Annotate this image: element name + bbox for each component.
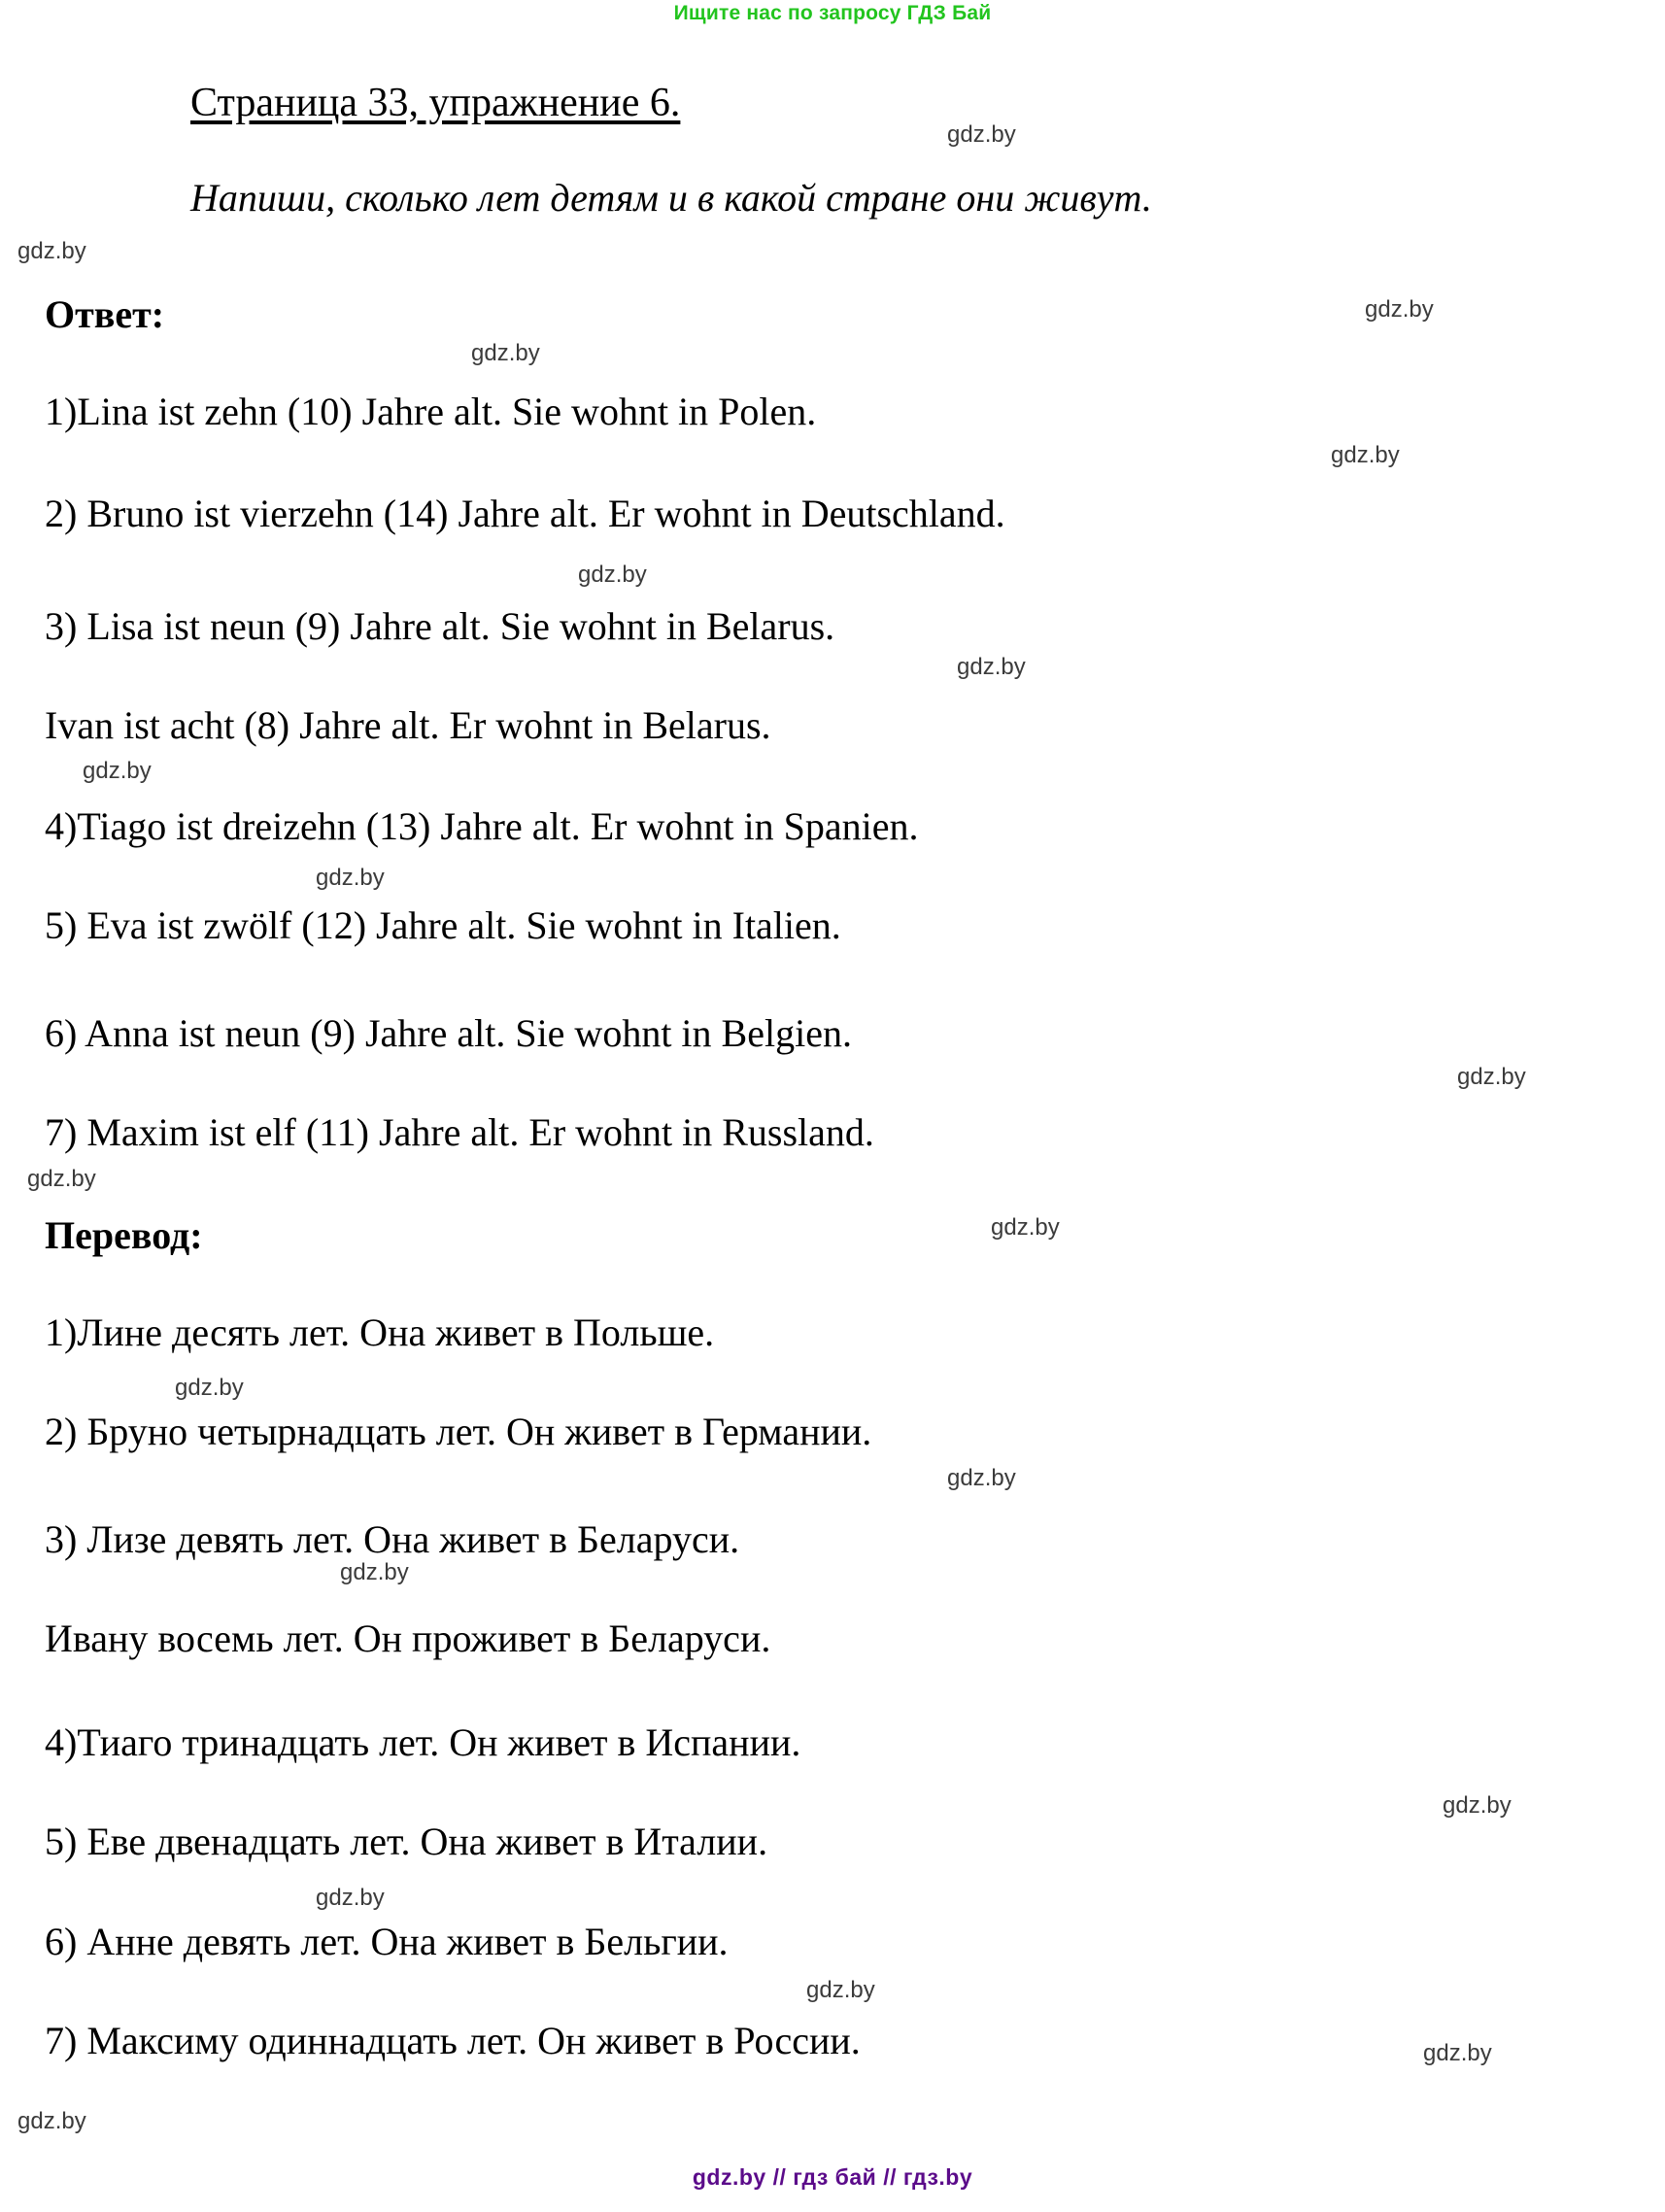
translation-line: 4)Тиаго тринадцать лет. Он живет в Испании. [45, 1720, 801, 1764]
gdz-watermark: gdz.by [578, 562, 647, 588]
gdz-watermark: gdz.by [806, 1977, 875, 2003]
gdz-watermark: gdz.by [1423, 2040, 1492, 2066]
gdz-watermark: gdz.by [947, 121, 1016, 148]
gdz-watermark: gdz.by [1457, 1064, 1526, 1090]
gdz-watermark: gdz.by [471, 340, 540, 366]
answer-line: 5) Eva ist zwölf (12) Jahre alt. Sie wohnt in Italien. [45, 903, 841, 947]
translation-line: 5) Еве двенадцать лет. Она живет в Италии. [45, 1820, 768, 1863]
answer-line: 3) Lisa ist neun (9) Jahre alt. Sie wohnt in Belarus. [45, 604, 835, 648]
answer-section-heading: Ответ: [45, 292, 165, 336]
gdz-watermark: gdz.by [991, 1214, 1060, 1241]
translation-line: 3) Лизе девять лет. Она живет в Беларуси. [45, 1517, 740, 1561]
gdz-watermark: gdz.by [947, 1465, 1016, 1491]
answer-line: 6) Anna ist neun (9) Jahre alt. Sie wohnt in Belgien. [45, 1011, 852, 1055]
gdz-watermark: gdz.by [1331, 442, 1400, 468]
answer-line: 2) Bruno ist vierzehn (14) Jahre alt. Er wohnt in Deutschland. [45, 492, 1005, 535]
gdz-watermark: gdz.by [17, 238, 86, 264]
answer-line: 4)Tiago ist dreizehn (13) Jahre alt. Er wohnt in Spanien. [45, 804, 919, 848]
gdz-watermark: gdz.by [1443, 1792, 1512, 1819]
gdz-watermark: gdz.by [957, 654, 1026, 680]
task-instruction: Напиши, сколько лет детям и в какой стране они живут. [190, 176, 1152, 220]
gdz-watermark: gdz.by [316, 865, 385, 891]
translation-line: Ивану восемь лет. Он проживет в Беларуси. [45, 1616, 771, 1660]
translation-line: 6) Анне девять лет. Она живет в Бельгии. [45, 1920, 729, 1963]
gdz-watermark: gdz.by [17, 2108, 86, 2134]
page-title: Страница 33, упражнение 6. [190, 81, 681, 125]
answer-line: 7) Maxim ist elf (11) Jahre alt. Er wohnt in Russland. [45, 1110, 874, 1154]
page-footer: gdz.by // гдз бай // гдз.by [692, 2164, 973, 2190]
gdz-watermark: gdz.by [27, 1166, 96, 1192]
answer-line: 1)Lina ist zehn (10) Jahre alt. Sie wohnt in Polen. [45, 390, 817, 433]
promo-banner: Ищите нас по запросу ГДЗ Бай [673, 2, 992, 24]
gdz-watermark: gdz.by [1365, 296, 1434, 323]
translation-line: 7) Максиму одиннадцать лет. Он живет в России. [45, 2019, 861, 2062]
translation-line: 2) Бруно четырнадцать лет. Он живет в Германии. [45, 1410, 872, 1453]
gdz-watermark: gdz.by [340, 1559, 409, 1585]
gdz-watermark: gdz.by [175, 1375, 244, 1401]
translation-line: 1)Лине десять лет. Она живет в Польше. [45, 1310, 715, 1354]
gdz-watermark: gdz.by [316, 1885, 385, 1911]
translation-section-heading: Перевод: [45, 1213, 203, 1257]
answer-line: Ivan ist acht (8) Jahre alt. Er wohnt in Belarus. [45, 703, 771, 747]
gdz-watermark: gdz.by [83, 758, 152, 784]
